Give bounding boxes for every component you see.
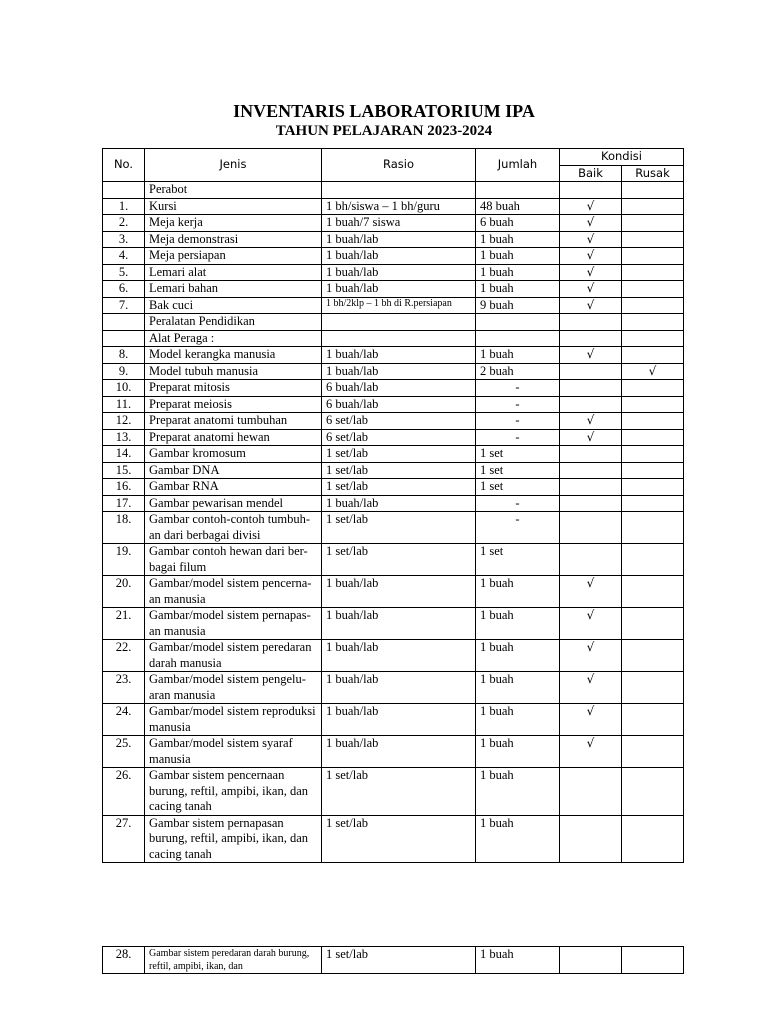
row-rasio: 6 buah/lab bbox=[322, 380, 476, 397]
row-baik bbox=[560, 396, 622, 413]
row-rasio: 1 buah/lab bbox=[322, 248, 476, 265]
row-baik bbox=[560, 462, 622, 479]
row-jumlah bbox=[476, 182, 560, 199]
row-baik bbox=[560, 672, 622, 704]
row-no: 13. bbox=[103, 429, 145, 446]
section-label: Peralatan Pendidikan bbox=[145, 314, 322, 331]
row-rasio: 1 set/lab bbox=[322, 544, 476, 576]
check-mark-icon: √ bbox=[586, 704, 595, 718]
row-jenis: Meja persiapan bbox=[145, 248, 322, 265]
row-rasio: 1 buah/lab bbox=[322, 363, 476, 380]
row-no: 3. bbox=[103, 231, 145, 248]
row-no: 21. bbox=[103, 608, 145, 640]
row-no: 1. bbox=[103, 198, 145, 215]
row-no: 22. bbox=[103, 640, 145, 672]
row-jenis: Gambar sistem peredaran darah burung, reftil, ampibi, ikan, dan bbox=[145, 947, 322, 974]
row-jenis: Meja demonstrasi bbox=[145, 231, 322, 248]
row-no: 14. bbox=[103, 446, 145, 463]
row-rusak bbox=[622, 495, 684, 512]
row-rusak bbox=[622, 264, 684, 281]
row-baik bbox=[560, 544, 622, 576]
row-jumlah: 1 buah bbox=[476, 640, 560, 672]
row-jumlah: - bbox=[476, 380, 560, 397]
row-rasio: 1 set/lab bbox=[322, 479, 476, 496]
row-rusak bbox=[622, 281, 684, 298]
row-jumlah: 1 buah bbox=[476, 704, 560, 736]
table-row bbox=[103, 672, 684, 704]
row-jumlah: 2 buah bbox=[476, 363, 560, 380]
section-label: Perabot bbox=[145, 182, 322, 199]
row-rasio: 6 set/lab bbox=[322, 413, 476, 430]
row-rusak bbox=[622, 330, 684, 347]
row-jenis: Gambar sistem pencernaan burung, reftil, ampibi, ikan, dan cacing tanah bbox=[145, 768, 322, 816]
row-rasio: 1 set/lab bbox=[322, 462, 476, 479]
row-jumlah: 6 buah bbox=[476, 215, 560, 232]
document-subtitle: TAHUN PELAJARAN 2023-2024 bbox=[275, 123, 493, 139]
row-rusak bbox=[622, 198, 684, 215]
table-row bbox=[103, 396, 684, 413]
row-jumlah: 1 buah bbox=[476, 576, 560, 608]
row-jenis: Preparat anatomi hewan bbox=[145, 429, 322, 446]
header-baik: Baik bbox=[560, 165, 622, 182]
row-rasio: 1 buah/lab bbox=[322, 231, 476, 248]
row-no bbox=[103, 314, 145, 331]
row-baik bbox=[560, 576, 622, 608]
row-jenis: Gambar contoh hewan dari ber-bagai filum bbox=[145, 544, 322, 576]
section-row bbox=[103, 330, 684, 347]
row-no: 5. bbox=[103, 264, 145, 281]
check-mark-icon: √ bbox=[586, 231, 595, 246]
row-no: 7. bbox=[103, 297, 145, 314]
row-rasio: 1 buah/lab bbox=[322, 672, 476, 704]
row-baik bbox=[560, 231, 622, 248]
row-rasio: 1 buah/lab bbox=[322, 281, 476, 298]
section-row bbox=[103, 314, 684, 331]
row-jumlah: 1 buah bbox=[476, 736, 560, 768]
row-no: 19. bbox=[103, 544, 145, 576]
check-mark-icon: √ bbox=[586, 347, 595, 361]
table-row bbox=[103, 215, 684, 232]
row-rusak bbox=[622, 215, 684, 232]
section-label: Alat Peraga : bbox=[145, 330, 322, 347]
header-kondisi: Kondisi bbox=[560, 149, 684, 166]
document-title: INVENTARIS LABORATORIUM IPA bbox=[233, 101, 535, 121]
check-mark-icon: √ bbox=[586, 215, 595, 229]
row-baik bbox=[560, 736, 622, 768]
row-rusak bbox=[622, 815, 684, 863]
row-jumlah: 1 set bbox=[476, 479, 560, 496]
row-jumlah: - bbox=[476, 495, 560, 512]
row-rusak bbox=[622, 446, 684, 463]
row-rasio bbox=[322, 182, 476, 199]
check-mark-icon: √ bbox=[586, 736, 595, 750]
row-rusak bbox=[622, 479, 684, 496]
check-mark-icon: √ bbox=[586, 198, 595, 213]
row-rusak bbox=[622, 608, 684, 640]
check-mark-icon: √ bbox=[648, 363, 657, 378]
row-no: 16. bbox=[103, 479, 145, 496]
row-rasio: 1 buah/lab bbox=[322, 704, 476, 736]
row-jumlah: - bbox=[476, 413, 560, 430]
row-no: 28. bbox=[103, 947, 145, 974]
row-no: 18. bbox=[103, 512, 145, 544]
table-row bbox=[103, 512, 684, 544]
row-jumlah: 1 buah bbox=[476, 608, 560, 640]
row-no bbox=[103, 182, 145, 199]
row-jenis: Preparat meiosis bbox=[145, 396, 322, 413]
row-rasio: 1 buah/lab bbox=[322, 495, 476, 512]
row-baik bbox=[560, 281, 622, 298]
check-mark-icon: √ bbox=[586, 672, 595, 686]
row-no: 6. bbox=[103, 281, 145, 298]
table-row bbox=[103, 429, 684, 446]
inventory-table-continued bbox=[102, 946, 684, 974]
row-jenis: Gambar pewarisan mendel bbox=[145, 495, 322, 512]
row-baik bbox=[560, 512, 622, 544]
row-rusak bbox=[622, 672, 684, 704]
row-no: 27. bbox=[103, 815, 145, 863]
row-rasio: 1 bh/2klp – 1 bh di R.persiapan bbox=[322, 297, 476, 314]
row-jumlah: 1 set bbox=[476, 446, 560, 463]
row-no: 15. bbox=[103, 462, 145, 479]
row-jumlah: 1 set bbox=[476, 462, 560, 479]
row-jumlah: 1 buah bbox=[476, 768, 560, 816]
row-baik bbox=[560, 215, 622, 232]
row-jumlah: 1 buah bbox=[476, 947, 560, 974]
row-jumlah: - bbox=[476, 396, 560, 413]
row-rasio bbox=[322, 314, 476, 331]
row-jumlah: - bbox=[476, 512, 560, 544]
table-row bbox=[103, 297, 684, 314]
table-row bbox=[103, 608, 684, 640]
row-jumlah bbox=[476, 330, 560, 347]
row-jenis: Gambar DNA bbox=[145, 462, 322, 479]
table-row bbox=[103, 947, 684, 974]
row-rasio: 6 buah/lab bbox=[322, 396, 476, 413]
row-rasio: 1 buah/lab bbox=[322, 640, 476, 672]
row-jumlah: - bbox=[476, 429, 560, 446]
row-jenis: Bak cuci bbox=[145, 297, 322, 314]
check-mark-icon: √ bbox=[586, 248, 595, 262]
table-row bbox=[103, 815, 684, 863]
row-rusak bbox=[622, 182, 684, 199]
row-jumlah: 1 set bbox=[476, 544, 560, 576]
row-no: 8. bbox=[103, 347, 145, 364]
row-baik bbox=[560, 704, 622, 736]
row-rasio: 1 buah/lab bbox=[322, 264, 476, 281]
row-no: 20. bbox=[103, 576, 145, 608]
row-no: 9. bbox=[103, 363, 145, 380]
table-row bbox=[103, 198, 684, 215]
row-jenis: Model kerangka manusia bbox=[145, 347, 322, 364]
row-rusak bbox=[622, 363, 684, 380]
table-row bbox=[103, 446, 684, 463]
check-mark-icon: √ bbox=[586, 297, 595, 312]
row-jumlah: 1 buah bbox=[476, 281, 560, 298]
row-no: 23. bbox=[103, 672, 145, 704]
row-rusak bbox=[622, 704, 684, 736]
table-row bbox=[103, 576, 684, 608]
row-jenis: Gambar/model sistem syaraf manusia bbox=[145, 736, 322, 768]
row-rasio: 1 set/lab bbox=[322, 947, 476, 974]
row-rusak bbox=[622, 347, 684, 364]
header-no: No. bbox=[103, 149, 145, 182]
table-row bbox=[103, 380, 684, 397]
row-rusak bbox=[622, 544, 684, 576]
row-jenis: Gambar/model sistem reproduksi manusia bbox=[145, 704, 322, 736]
row-jenis: Preparat anatomi tumbuhan bbox=[145, 413, 322, 430]
row-rusak bbox=[622, 380, 684, 397]
row-rusak bbox=[622, 512, 684, 544]
check-mark-icon: √ bbox=[586, 576, 595, 590]
row-baik bbox=[560, 380, 622, 397]
row-baik bbox=[560, 347, 622, 364]
row-no: 10. bbox=[103, 380, 145, 397]
table-row bbox=[103, 281, 684, 298]
row-baik bbox=[560, 182, 622, 199]
row-baik bbox=[560, 495, 622, 512]
row-rasio: 1 buah/lab bbox=[322, 736, 476, 768]
row-no: 17. bbox=[103, 495, 145, 512]
row-jenis: Gambar/model sistem peredaran darah manusia bbox=[145, 640, 322, 672]
table-row bbox=[103, 736, 684, 768]
row-jumlah bbox=[476, 314, 560, 331]
table-row bbox=[103, 248, 684, 265]
row-baik bbox=[560, 264, 622, 281]
row-rusak bbox=[622, 231, 684, 248]
row-jumlah: 1 buah bbox=[476, 264, 560, 281]
row-rasio: 1 buah/7 siswa bbox=[322, 215, 476, 232]
row-rusak bbox=[622, 314, 684, 331]
row-rasio: 1 set/lab bbox=[322, 815, 476, 863]
row-baik bbox=[560, 363, 622, 380]
row-rasio: 1 set/lab bbox=[322, 512, 476, 544]
table-body-continued bbox=[103, 947, 684, 974]
row-jumlah: 1 buah bbox=[476, 672, 560, 704]
row-jenis: Gambar RNA bbox=[145, 479, 322, 496]
row-rusak bbox=[622, 576, 684, 608]
row-baik bbox=[560, 248, 622, 265]
row-jenis: Meja kerja bbox=[145, 215, 322, 232]
row-jumlah: 1 buah bbox=[476, 231, 560, 248]
row-baik bbox=[560, 479, 622, 496]
row-no bbox=[103, 330, 145, 347]
row-baik bbox=[560, 314, 622, 331]
row-jenis: Preparat mitosis bbox=[145, 380, 322, 397]
row-baik bbox=[560, 330, 622, 347]
row-jumlah: 1 buah bbox=[476, 248, 560, 265]
row-jenis: Model tubuh manusia bbox=[145, 363, 322, 380]
row-jenis: Gambar contoh-contoh tumbuh-an dari berbagai divisi bbox=[145, 512, 322, 544]
table-row bbox=[103, 544, 684, 576]
row-rasio: 1 set/lab bbox=[322, 768, 476, 816]
row-jenis: Gambar/model sistem pernapas-an manusia bbox=[145, 608, 322, 640]
table-header bbox=[103, 149, 684, 182]
row-no: 24. bbox=[103, 704, 145, 736]
row-no: 2. bbox=[103, 215, 145, 232]
row-rasio: 1 buah/lab bbox=[322, 576, 476, 608]
table-row bbox=[103, 264, 684, 281]
row-baik bbox=[560, 768, 622, 816]
row-rasio: 1 buah/lab bbox=[322, 608, 476, 640]
row-rusak bbox=[622, 413, 684, 430]
row-no: 25. bbox=[103, 736, 145, 768]
row-jumlah: 9 buah bbox=[476, 297, 560, 314]
table-row bbox=[103, 704, 684, 736]
row-baik bbox=[560, 947, 622, 974]
row-rusak bbox=[622, 462, 684, 479]
row-jumlah: 48 buah bbox=[476, 198, 560, 215]
row-rusak bbox=[622, 396, 684, 413]
header-jumlah: Jumlah bbox=[476, 149, 560, 182]
row-jenis: Gambar/model sistem pengelu-aran manusia bbox=[145, 672, 322, 704]
table-row bbox=[103, 347, 684, 364]
row-rasio: 1 set/lab bbox=[322, 446, 476, 463]
table-row bbox=[103, 495, 684, 512]
row-baik bbox=[560, 640, 622, 672]
check-mark-icon: √ bbox=[586, 413, 595, 427]
row-rusak bbox=[622, 248, 684, 265]
table-row bbox=[103, 462, 684, 479]
header-jenis: Jenis bbox=[145, 149, 322, 182]
row-no: 4. bbox=[103, 248, 145, 265]
row-baik bbox=[560, 815, 622, 863]
section-row bbox=[103, 182, 684, 199]
row-rusak bbox=[622, 736, 684, 768]
table-body bbox=[103, 182, 684, 863]
row-no: 12. bbox=[103, 413, 145, 430]
inventory-table bbox=[102, 148, 684, 863]
row-jenis: Lemari bahan bbox=[145, 281, 322, 298]
row-rasio bbox=[322, 330, 476, 347]
check-mark-icon: √ bbox=[586, 264, 595, 279]
row-jenis: Kursi bbox=[145, 198, 322, 215]
row-baik bbox=[560, 429, 622, 446]
row-jenis: Gambar kromosum bbox=[145, 446, 322, 463]
check-mark-icon: √ bbox=[586, 640, 595, 654]
row-jenis: Lemari alat bbox=[145, 264, 322, 281]
table-row bbox=[103, 479, 684, 496]
header-rusak: Rusak bbox=[622, 165, 684, 182]
table-row bbox=[103, 640, 684, 672]
check-mark-icon: √ bbox=[586, 281, 595, 295]
table-row bbox=[103, 768, 684, 816]
check-mark-icon: √ bbox=[586, 429, 595, 444]
row-rasio: 1 buah/lab bbox=[322, 347, 476, 364]
row-baik bbox=[560, 413, 622, 430]
row-no: 26. bbox=[103, 768, 145, 816]
row-baik bbox=[560, 446, 622, 463]
table-row bbox=[103, 363, 684, 380]
row-jumlah: 1 buah bbox=[476, 815, 560, 863]
row-rusak bbox=[622, 768, 684, 816]
row-jenis: Gambar/model sistem pencerna-an manusia bbox=[145, 576, 322, 608]
row-no: 11. bbox=[103, 396, 145, 413]
row-jenis: Gambar sistem pernapasan burung, reftil, ampibi, ikan, dan cacing tanah bbox=[145, 815, 322, 863]
table-row bbox=[103, 413, 684, 430]
row-rusak bbox=[622, 947, 684, 974]
row-rusak bbox=[622, 640, 684, 672]
table-row bbox=[103, 231, 684, 248]
row-baik bbox=[560, 297, 622, 314]
row-rusak bbox=[622, 297, 684, 314]
row-rusak bbox=[622, 429, 684, 446]
check-mark-icon: √ bbox=[586, 608, 595, 622]
row-baik bbox=[560, 198, 622, 215]
row-jumlah: 1 buah bbox=[476, 347, 560, 364]
row-baik bbox=[560, 608, 622, 640]
row-rasio: 1 bh/siswa – 1 bh/guru bbox=[322, 198, 476, 215]
header-rasio: Rasio bbox=[322, 149, 476, 182]
row-rasio: 6 set/lab bbox=[322, 429, 476, 446]
